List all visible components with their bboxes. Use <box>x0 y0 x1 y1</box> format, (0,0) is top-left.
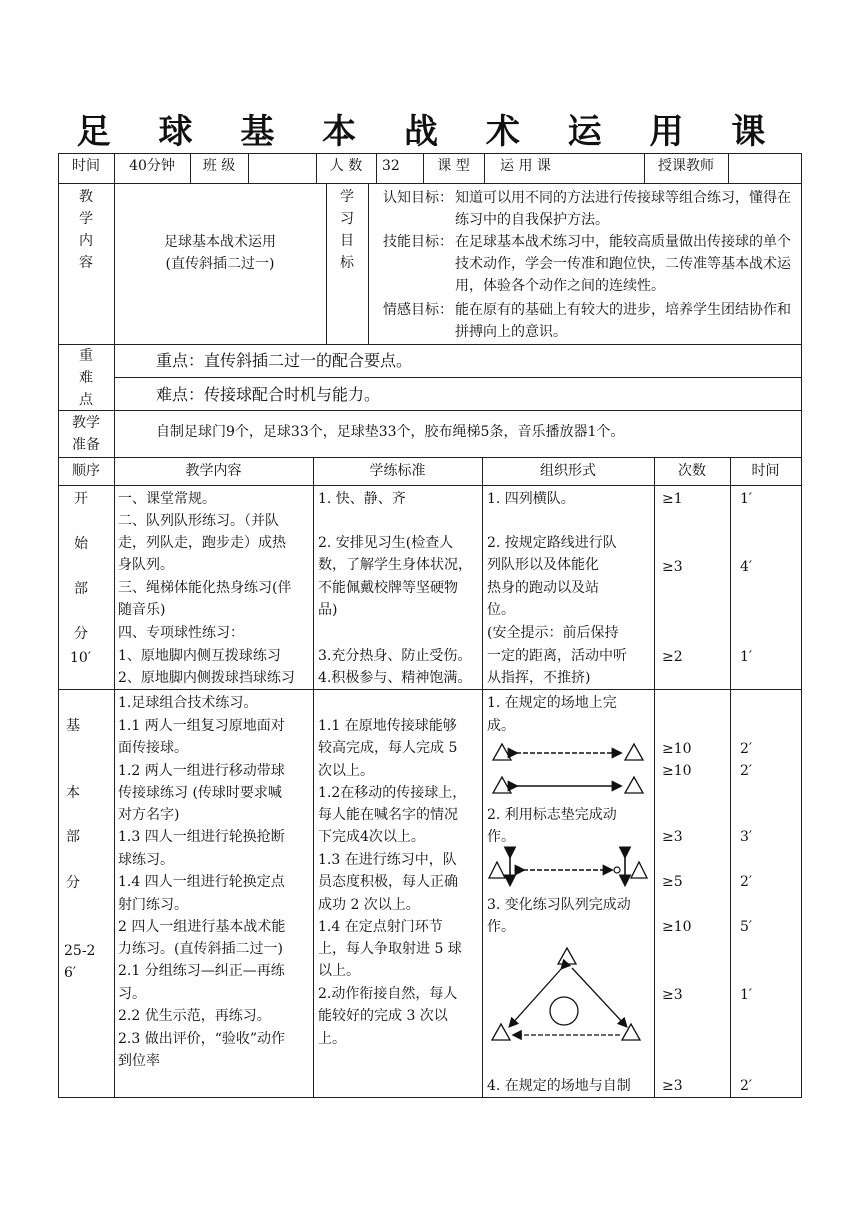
org-line: (安全提示：前后保持 <box>487 625 619 641</box>
count-value: ≥10 <box>662 919 692 935</box>
standard-line: 数，了解学生身体状况， <box>318 557 472 573</box>
standard-line: 1.1 在原地传接球能够 <box>318 718 457 734</box>
content-line: 1.4 四人一组进行轮换定点 <box>118 874 285 890</box>
count-value: ≥10 <box>662 741 692 757</box>
standard-line: 2.动作衔接自然，每人 <box>318 986 458 1002</box>
time-value: 2′ <box>740 763 753 779</box>
time-value: 40分钟 <box>129 158 175 174</box>
content-line: 走，列队走，跑步走）成热 <box>118 535 286 551</box>
type-label: 课 型 <box>437 158 470 174</box>
content-text: 足球基本战术运用 (直传斜插二过一) <box>164 234 276 272</box>
col-content: 教学内容 <box>185 463 242 479</box>
skill-goal-text: 在足球基本战术练习中，能较高质量做出传接球的单个技术动作，学会一传准和跑位快，二传准等基本战术运用，体验各个动作之间的连续性。 <box>455 234 791 294</box>
standard-line: 品) <box>318 602 338 618</box>
content-line: 身队列。 <box>118 557 174 573</box>
triangle-marker-icon <box>493 777 511 793</box>
content-label: 教 学 内 容 <box>79 189 93 271</box>
time-value: 3′ <box>740 829 753 845</box>
people-label: 人 数 <box>329 158 363 174</box>
standard-line: 1.3 在进行练习中，队 <box>318 852 457 868</box>
content-line: 传接球练习 (传球时要求喊 <box>118 785 282 801</box>
content-line: 1.2 两人一组进行移动带球 <box>118 763 285 779</box>
content-line: 三、绳梯体能化热身练习(伴 <box>118 580 292 596</box>
standard-line: 1.2在移动的传接球上， <box>318 785 467 801</box>
content-line: 球练习。 <box>118 852 174 868</box>
content-line: 习。 <box>118 986 146 1002</box>
center-circle-icon <box>550 997 578 1025</box>
triangle-marker-icon <box>625 777 643 793</box>
order-char: 始 <box>74 536 88 552</box>
count-value: ≥2 <box>662 649 683 665</box>
content-line: 到位率 <box>118 1053 160 1069</box>
content-line: 1、原地脚内侧互拨球练习 <box>118 648 281 664</box>
key-point-text: 重点：直传斜插二过一的配合要点。 <box>156 351 413 370</box>
org-line: 成。 <box>487 718 515 734</box>
content-line: 2.1 分组练习—纠正—再练 <box>118 963 285 979</box>
content-line: 面传接球。 <box>118 740 188 756</box>
content-line: 2.2 优生示范，再练习。 <box>118 1008 271 1024</box>
pass-arrow <box>572 968 626 1026</box>
content-line: 2、原地脚内侧拨球挡球练习 <box>118 670 295 686</box>
org-line: 1. 四列横队。 <box>487 491 575 507</box>
class-label: 班 级 <box>202 158 236 174</box>
order-char: 分 <box>74 626 88 642</box>
people-value: 32 <box>382 158 400 174</box>
triangle-rotation-diagram <box>486 944 652 1048</box>
ball-icon <box>614 867 620 873</box>
triangle-marker-icon <box>489 862 505 878</box>
standard-line: 下完成4次以上。 <box>318 829 425 845</box>
prep-text: 自制足球门9个，足球33个，足球垫33个，胶布绳梯5条，音乐播放器1个。 <box>156 424 625 440</box>
emotion-goal-label: 情感目标： <box>383 302 453 318</box>
order-time: 6′ <box>64 965 77 981</box>
org-line: 作。 <box>487 829 515 845</box>
count-value: ≥5 <box>662 874 683 890</box>
count-value: ≥10 <box>662 763 692 779</box>
order-char: 开 <box>74 491 88 507</box>
pass-arrow <box>510 968 562 1026</box>
time-value: 1′ <box>740 491 753 507</box>
type-value: 运 用 课 <box>500 158 551 174</box>
time-label: 时间 <box>72 158 100 174</box>
time-value: 1′ <box>740 649 753 665</box>
goal-label: 学 习 目 标 <box>340 189 354 271</box>
time-value: 5′ <box>740 919 753 935</box>
count-value: ≥3 <box>662 559 683 575</box>
standard-line: 较高完成，每人完成 5 <box>318 740 458 756</box>
cognitive-goal-text: 知道可以用不同的方法进行传接球等组合练习，懂得在练习中的自我保护方法。 <box>455 190 791 228</box>
content-line: 1.足球组合技术练习。 <box>118 695 258 711</box>
content-line: 力练习。(直传斜插二过一) <box>118 941 283 957</box>
time-value: 2′ <box>740 741 753 757</box>
org-line: 1. 在规定的场地上完 <box>487 695 617 711</box>
order-char: 部 <box>66 829 80 845</box>
standard-line: 次以上。 <box>318 763 374 779</box>
standard-line: 上。 <box>318 1031 346 1047</box>
standard-line: 3.充分热身、防止受伤。 <box>318 648 472 664</box>
page-title: 足 球 基 本 战 术 运 用 课 <box>76 112 784 152</box>
order-char: 基 <box>66 718 80 734</box>
standard-line: 2. 安排见习生(检查人 <box>318 535 454 551</box>
content-line: 1.1 两人一组复习原地面对 <box>118 718 285 734</box>
content-line: 2 四人一组进行基本战术能 <box>118 919 286 935</box>
org-line: 2. 利用标志垫完成动 <box>487 807 617 823</box>
content-line: 四、专项球性练习： <box>118 625 244 641</box>
standard-line: 员态度积极，每人正确 <box>318 874 458 890</box>
content-line: 随音乐) <box>118 602 166 618</box>
time-value: 2′ <box>740 1078 753 1094</box>
triangle-marker-icon <box>631 862 647 878</box>
time-value: 2′ <box>740 874 753 890</box>
skill-goal-label: 技能目标： <box>383 234 453 250</box>
order-char: 分 <box>66 875 80 891</box>
content-line: 二、队列队形练习。（并队 <box>118 513 279 529</box>
triangle-marker-icon <box>493 744 511 760</box>
order-time: 10′ <box>70 650 91 666</box>
count-value: ≥3 <box>662 829 683 845</box>
standard-line: 不能佩戴校牌等坚硬物 <box>318 580 458 596</box>
content-line: 2.3 做出评价，“验收”动作 <box>118 1031 286 1047</box>
col-organization: 组织形式 <box>540 463 596 479</box>
standard-line: 成功 2 次以上。 <box>318 897 420 913</box>
org-line: 3. 变化练习队列完成动 <box>487 897 631 913</box>
standard-line: 能较好的完成 3 次以 <box>318 1008 448 1024</box>
standard-line: 1.4 在定点射门环节 <box>318 919 443 935</box>
content-line: 1.3 四人一组进行轮换抢断 <box>118 829 285 845</box>
standard-line: 4.积极参与、精神饱满。 <box>318 670 472 686</box>
org-line: 2. 按规定路线进行队 <box>487 535 617 551</box>
col-order: 顺序 <box>72 463 100 479</box>
org-line: 从指挥，不推挤) <box>487 670 591 686</box>
key-points-label: 重 难 点 <box>79 348 93 408</box>
moving-pass-diagram <box>486 852 652 888</box>
order-char: 部 <box>74 581 88 597</box>
pair-passing-diagram <box>486 735 652 805</box>
order-char: 本 <box>66 785 80 801</box>
difficult-point-text: 难点：传接球配合时机与能力。 <box>156 385 381 404</box>
count-value: ≥3 <box>662 1078 683 1094</box>
org-line: 列队形以及体能化 <box>487 557 599 573</box>
content-line: 射门练习。 <box>118 897 188 913</box>
order-time: 25-2 <box>64 943 96 959</box>
org-line: 一定的距离，活动中听 <box>487 648 627 664</box>
ball-icon <box>515 867 521 873</box>
emotion-goal-text: 能在原有的基础上有较大的进步，培养学生团结协作和拼搏向上的意识。 <box>455 302 791 340</box>
content-line: 一、课堂常规。 <box>118 491 216 507</box>
prep-label: 教学 准备 <box>72 415 100 453</box>
org-line: 热身的跑动以及站 <box>487 580 599 596</box>
teacher-label: 授课教师 <box>658 158 714 174</box>
col-standard: 学练标准 <box>369 463 426 479</box>
org-line: 作。 <box>487 919 515 935</box>
content-line: 对方名字) <box>118 807 180 823</box>
count-value: ≥1 <box>662 491 683 507</box>
col-time: 时间 <box>751 463 780 479</box>
count-value: ≥3 <box>662 987 683 1003</box>
standard-line: 以上。 <box>318 963 360 979</box>
triangle-marker-icon <box>625 744 643 760</box>
standard-line: 上，每人争取射进 5 球 <box>318 941 462 957</box>
cognitive-goal-label: 认知目标： <box>383 190 453 206</box>
col-count: 次数 <box>678 463 706 479</box>
triangle-marker-icon <box>492 1024 510 1040</box>
time-value: 1′ <box>740 987 753 1003</box>
standard-line: 每人能在喊名字的情况 <box>318 807 458 823</box>
standard-line: 1. 快、静、齐 <box>318 491 406 507</box>
org-line: 4. 在规定的场地与自制 <box>487 1078 631 1094</box>
triangle-marker-icon <box>622 1024 640 1040</box>
org-line: 位。 <box>487 602 515 618</box>
time-value: 4′ <box>740 559 753 575</box>
triangle-marker-icon <box>558 948 576 964</box>
